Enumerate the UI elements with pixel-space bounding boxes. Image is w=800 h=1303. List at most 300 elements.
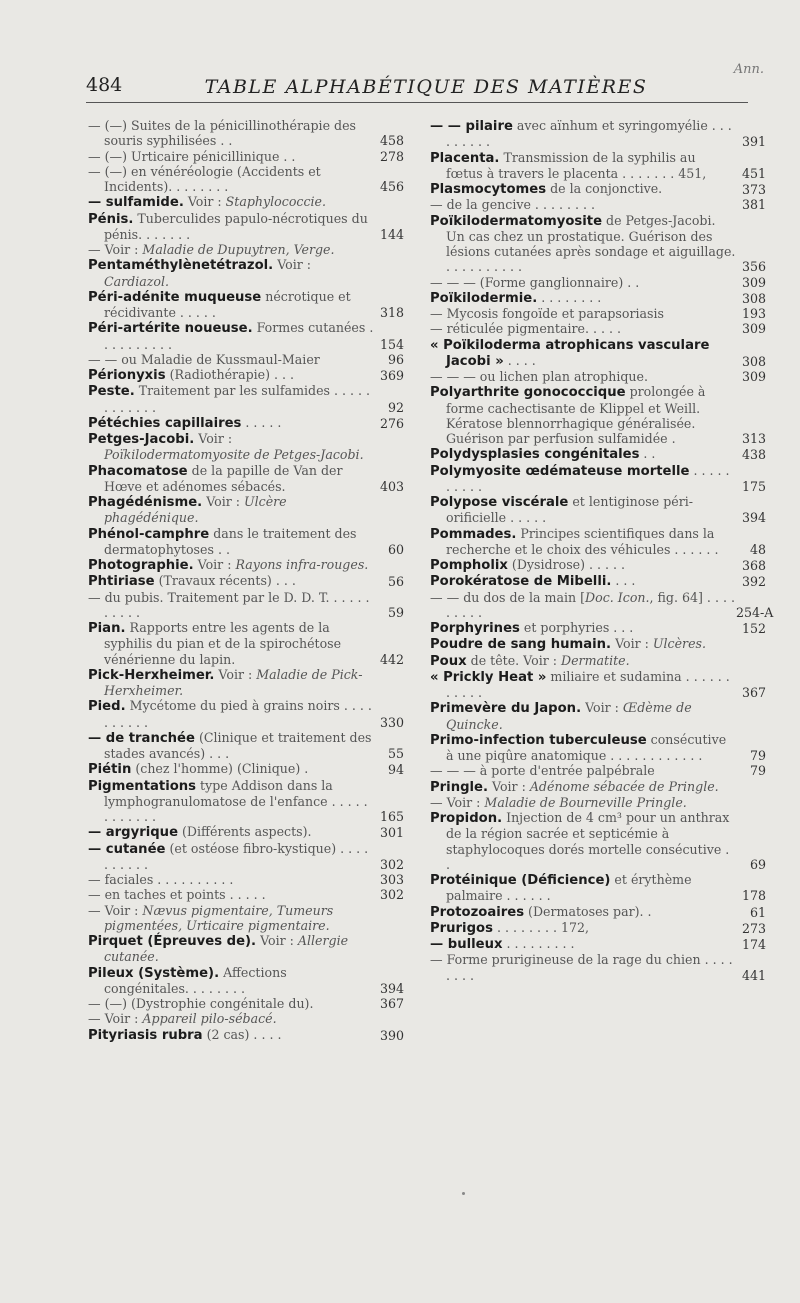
entry-text [88, 289, 374, 321]
entry-description: dans le traitement des dermatophytoses . . [104, 525, 357, 557]
entry-headword: Protozoaires [430, 904, 525, 920]
index-entry [88, 383, 404, 415]
entry-text [88, 730, 374, 762]
index-entry [88, 824, 404, 840]
page-number: 484 [86, 74, 123, 96]
entry-page-number: 144 [379, 226, 404, 242]
entry-description: — (—) Urticaire pénicillinique . . [88, 148, 296, 164]
entry-cross-reference: Cardiazol. [104, 273, 170, 289]
entry-page-number: 79 [749, 748, 766, 763]
index-entry [88, 194, 404, 210]
entry-description: Affections congénitales. . . . . . . . [104, 964, 287, 996]
entry-description: Voir : [256, 933, 298, 948]
entry-headword: — cutanée [88, 841, 166, 857]
entry-description: (et ostéose fibro-kystique) . . . . . . . . . . [104, 840, 369, 872]
entry-description: et lentiginose péri-orificielle . . . . . [446, 494, 694, 526]
index-entry [88, 887, 404, 902]
entry-headword: Poudre de sang humain. [430, 637, 612, 653]
entry-description: consécutive à une piqûre anatomique . . . . . . . . . . . . [446, 731, 727, 763]
entry-text [88, 211, 374, 243]
entry-text [430, 936, 736, 952]
index-entry [88, 1011, 404, 1026]
index-entry [430, 936, 766, 952]
entry-page-number: 308 [741, 290, 766, 306]
entry-description: — (—) (Dystrophie congénitale du). [88, 996, 314, 1011]
index-column-left [88, 118, 404, 1043]
index-entry [430, 306, 766, 321]
entry-description: (2 cas) . . . . [202, 1026, 282, 1042]
index-entry [430, 732, 766, 764]
entry-text [88, 872, 374, 887]
index-entry [430, 810, 766, 872]
entry-headword: Polyarthrite gonococcique [430, 385, 626, 401]
entry-page-number: 308 [741, 353, 766, 369]
index-entry [88, 257, 404, 289]
entry-headword: — de tranchée [88, 730, 195, 746]
entry-description: — Forme prurigineuse de la rage du chien . . . . . . . . [430, 952, 733, 983]
entry-description: Voir : [581, 700, 623, 716]
index-entry [88, 415, 404, 431]
entry-text [430, 573, 736, 589]
entry-page-number: 92 [387, 399, 404, 415]
index-entry [88, 164, 404, 195]
entry-text [88, 887, 374, 902]
entry-headword: Propidon. [430, 811, 503, 826]
entry-description: (Radiothérapie) . . . [165, 367, 295, 382]
entry-page-number: 456 [379, 179, 404, 194]
entry-description: de tête. Voir : [466, 652, 561, 668]
entry-page-number: 59 [387, 604, 404, 620]
index-entry [430, 904, 766, 920]
index-entry [88, 463, 404, 495]
entry-text [430, 700, 736, 732]
entry-description: de Petges-Jacobi. Un cas chez un prostatique. Guérison des lésions cutanées après sondage et aiguillage. . . . . . . . . . . [446, 212, 736, 275]
index-entry [430, 213, 766, 275]
entry-cross-reference: Adénome sébacée de Pringle. [529, 778, 719, 794]
entry-text [88, 667, 374, 699]
entry-headword: Pompholix [430, 558, 508, 573]
entry-text [430, 872, 736, 904]
entry-text [88, 257, 374, 289]
entry-description: (Clinique et traitement des stades avancés) . . . [104, 729, 372, 761]
entry-headword: Polypose viscérale [430, 495, 569, 510]
entry-headword: Périonyxis [88, 368, 166, 383]
corner-note: Ann. [733, 62, 764, 77]
entry-description: Voir : [194, 431, 233, 446]
entry-headword: Pringle. [430, 779, 488, 795]
entry-page-number: 302 [379, 856, 404, 872]
entry-page-number: 165 [379, 809, 404, 824]
entry-page-number: 56 [387, 574, 404, 590]
entry-description: — Mycosis fongoïde et parapsoriasis [430, 306, 664, 321]
entry-text [88, 903, 374, 934]
entry-page-number: 96 [387, 351, 404, 367]
entry-page-number: 55 [387, 746, 404, 761]
entry-page-number: 403 [379, 478, 404, 494]
entry-description: (chez l'homme) (Clinique) . [131, 761, 309, 777]
index-entry [88, 367, 404, 383]
entry-description: Rapports entre les agents de la syphilis du pian et de la spirochétose vénérienne du lapin. [104, 620, 342, 667]
entry-text [430, 290, 736, 306]
index-entry [88, 933, 404, 965]
entry-description: Transmission de la syphilis au fœtus à travers le placenta . . . . . . . 451, [446, 149, 707, 181]
index-entry [430, 669, 766, 701]
entry-headword: Primo-infection tuberculeuse [430, 732, 647, 748]
index-entry [88, 1027, 404, 1043]
entry-text [430, 197, 736, 212]
entry-headword: Polydysplasies congénitales [430, 447, 640, 463]
index-entry [430, 636, 766, 652]
entry-text [430, 526, 736, 558]
index-entry [430, 920, 766, 936]
entry-text [88, 242, 374, 257]
entry-page-number: 451 [741, 165, 766, 181]
entry-description: — Voir : [88, 1011, 143, 1027]
entry-text [430, 557, 736, 573]
entry-description: de la papille de Van der Hœve et adénomes sébacés. [104, 462, 343, 494]
entry-text [430, 463, 736, 495]
index-entry [430, 181, 766, 197]
index-entry [430, 337, 766, 370]
entry-description: Voir : [202, 494, 245, 509]
entry-description: . . . . . . . . [537, 289, 602, 305]
index-entry [430, 589, 774, 621]
entry-page-number: 48 [749, 541, 766, 557]
entry-text [88, 620, 374, 667]
entry-description: — — — ou lichen plan atrophique. [430, 369, 648, 384]
entry-text [430, 590, 736, 621]
entry-page-number: 309 [741, 369, 766, 384]
entry-text [88, 778, 374, 825]
index-entry [430, 290, 766, 306]
entry-headword: Péri-adénite muqueuse [88, 289, 262, 305]
entry-headword: Pirquet (Épreuves de). [88, 934, 257, 949]
index-entry [430, 653, 766, 669]
entry-description: avec aïnhum et syringomyélie . . . . . . . . . [446, 118, 732, 150]
entry-headword: Piétin [88, 762, 132, 778]
entry-description: Tuberculides papulo-nécrotiques du pénis. . . . . . . [104, 210, 368, 242]
entry-page-number: 318 [379, 305, 404, 320]
entry-text [430, 795, 736, 810]
entry-headword: Pileux (Système). [88, 965, 220, 981]
entry-description: Voir : [193, 557, 236, 572]
entry-headword: Polymyosite œdémateuse mortelle [430, 463, 690, 479]
entry-headword: Phtiriase [88, 574, 155, 590]
entry-description: de la conjonctive. [546, 181, 663, 196]
entry-headword: Phénol-camphre [88, 526, 210, 542]
entry-page-number: 303 [379, 872, 404, 887]
entry-cross-reference: Maladie de Pick-Herxheimer. [104, 666, 363, 698]
entry-description: Traitement par les sulfamides . . . . . . . . . . . . [104, 383, 371, 415]
entry-text [88, 824, 374, 840]
entry-description: (Dysidrose) . . . . . [507, 557, 626, 572]
entry-headword: Prurigos [430, 920, 493, 936]
entry-headword: Poïkilodermie. [430, 290, 538, 306]
entry-description: . . . . . [241, 414, 282, 430]
index-entry [88, 778, 404, 825]
entry-headword: — sulfamide. [88, 195, 184, 211]
index-entry [88, 730, 404, 762]
entry-description: Voir : [183, 194, 226, 210]
index-entry [88, 996, 404, 1011]
entry-text [88, 463, 374, 495]
index-entry [430, 369, 766, 384]
entry-description: Principes scientifiques dans la recherche et le choix des véhicules . . . . . . [446, 525, 719, 557]
index-entry [430, 384, 766, 446]
entry-description: — Voir : [88, 902, 143, 918]
entry-description: nécrotique et récidivante . . . . . [104, 288, 351, 320]
entry-page-number: 69 [749, 856, 766, 872]
entry-cross-reference: Dermatite. [561, 652, 630, 668]
entry-description: — faciales . . . . . . . . . . [88, 872, 234, 887]
index-entry [430, 275, 766, 290]
header-rule [86, 102, 748, 103]
entry-description: — — — (Forme ganglionnaire) . . [430, 274, 640, 290]
entry-page-number: 301 [379, 825, 404, 841]
entry-description: — réticulée pigmentaire. . . . . [430, 321, 622, 337]
index-entry [430, 779, 766, 795]
entry-headword: Phagédénisme. [88, 495, 203, 510]
entry-page-number: 254-A [736, 604, 774, 620]
entry-headword: Péri-artérite noueuse. [88, 321, 253, 337]
entry-cross-reference: Staphylococcie. [225, 194, 326, 210]
entry-description: — du pubis. Traitement par le D. D. T. . . . . . . . . . . [88, 589, 370, 620]
entry-text [430, 118, 736, 150]
entry-text [88, 194, 374, 210]
entry-page-number: 369 [379, 368, 404, 383]
entry-description: — (—) en vénéréologie (Accidents et Incidents). . . . . . . . [88, 163, 321, 194]
entry-description: . . . . . . . . . . [446, 462, 730, 494]
entry-headword: Porphyrines [430, 621, 520, 636]
entry-text [88, 996, 374, 1011]
entry-text [88, 415, 374, 431]
entry-page-number: 390 [379, 1027, 404, 1043]
entry-text [88, 149, 374, 164]
index-entry [430, 795, 766, 810]
entry-text [88, 320, 374, 352]
entry-headword: — argyrique [88, 825, 179, 841]
entry-page-number: 392 [741, 574, 766, 590]
ink-speck [462, 1192, 465, 1195]
index-entry [430, 952, 766, 983]
entry-cross-reference: Nævus pigmentaire, Tumeurs pigmentées, Urticaire pigmentaire. [104, 902, 334, 933]
index-entry [88, 698, 404, 730]
entry-headword: « Prickly Heat » [430, 669, 547, 685]
entry-description: — en taches et points . . . . . [88, 887, 266, 903]
entry-page-number: 175 [741, 478, 766, 494]
index-entry [88, 965, 404, 997]
index-entry [88, 590, 404, 621]
entry-page-number: 278 [379, 148, 404, 164]
entry-description: . . [639, 446, 656, 462]
entry-page-number: 458 [379, 133, 404, 149]
entry-headword: Pick-Herxheimer. [88, 667, 215, 683]
index-entry [430, 700, 766, 732]
entry-text [88, 573, 374, 589]
entry-text [88, 1027, 374, 1043]
entry-description: Voir : [214, 666, 257, 682]
entry-description: . . . [611, 573, 636, 589]
entry-page-number: 438 [741, 447, 766, 463]
index-entry [430, 620, 766, 636]
index-entry [88, 352, 404, 367]
entry-description: — — ou Maladie de Kussmaul-Maier [88, 351, 320, 367]
index-entry [88, 761, 404, 777]
entry-text [430, 181, 736, 197]
index-entry [430, 197, 766, 212]
entry-text [430, 306, 736, 321]
entry-text [88, 761, 374, 777]
entry-page-number: 273 [741, 920, 766, 936]
index-entry [88, 118, 404, 149]
index-entry [88, 242, 404, 257]
entry-page-number: 368 [741, 558, 766, 573]
entry-page-number: 302 [379, 887, 404, 903]
entry-description: — Voir : [88, 242, 143, 257]
entry-page-number: 276 [379, 415, 404, 431]
entry-description: et porphyries . . . [519, 620, 634, 635]
entry-headword: Poïkilodermatomyosite [430, 213, 603, 229]
entry-page-number: 79 [749, 763, 766, 779]
index-entry [88, 903, 404, 934]
entry-headword: Pigmentations [88, 778, 197, 794]
entry-headword: Pied. [88, 699, 126, 715]
entry-cross-reference: Maladie de Dupuytren, Verge. [142, 242, 335, 257]
entry-description: — Voir : [430, 794, 485, 810]
entry-page-number: 394 [741, 510, 766, 526]
entry-description: Injection de 4 cm³ pour un anthrax de la région sacrée et septicémie à staphylocoques dorés mortelle consécutive . . [446, 810, 730, 872]
entry-description: . . . . [503, 352, 536, 368]
entry-text [430, 369, 736, 384]
entry-page-number: 356 [741, 259, 766, 275]
entry-page-number: 373 [741, 182, 766, 197]
entry-text [430, 337, 736, 370]
entry-cross-reference: Ulcères. [652, 636, 706, 652]
entry-cross-reference: Poïkilodermatomyosite de Petges-Jacobi. [104, 447, 364, 463]
index-entry [88, 320, 404, 352]
entry-description: . . . . . . . . 172, [492, 919, 590, 935]
entry-text [430, 494, 736, 526]
entry-text [88, 431, 374, 463]
entry-text [430, 669, 736, 701]
entry-description: miliaire et sudamina . . . . . . . . . . . [446, 668, 730, 700]
index-column-right [430, 118, 774, 983]
index-entry [88, 211, 404, 243]
entry-headword: Photographie. [88, 558, 194, 573]
entry-page-number: 94 [387, 762, 404, 778]
entry-text [88, 841, 374, 873]
entry-page-number: 394 [379, 980, 404, 996]
entry-headword: Pityriasis rubra [88, 1027, 203, 1043]
index-entry [430, 763, 766, 778]
entry-cross-reference: Rayons infra-rouges. [235, 557, 369, 572]
index-entry [430, 573, 766, 589]
entry-text [88, 352, 374, 367]
entry-text [430, 653, 736, 669]
entry-page-number: 61 [749, 904, 766, 920]
index-entry [88, 431, 404, 463]
index-entry [430, 494, 766, 526]
entry-text [430, 150, 736, 182]
entry-page-number: 367 [741, 685, 766, 700]
entry-headword: Peste. [88, 384, 135, 400]
entry-text [430, 321, 736, 336]
entry-description-tail: , fig. 64] . . . . . . . . . [446, 589, 735, 620]
entry-headword: — bulleux [430, 937, 503, 952]
entry-page-number: 178 [741, 888, 766, 904]
entry-text [430, 763, 736, 778]
index-entry [88, 494, 404, 526]
entry-headword: Pétéchies capillaires [88, 415, 242, 431]
entry-description: Voir : [488, 778, 530, 794]
entry-headword: — — pilaire [430, 119, 513, 134]
entry-headword: Petges-Jacobi. [88, 432, 195, 447]
index-entry [88, 620, 404, 667]
entry-description: Voir : [273, 257, 312, 273]
entry-cross-reference: Allergie cutanée. [104, 933, 349, 965]
index-entry [88, 667, 404, 699]
entry-headword: Pian. [88, 621, 126, 636]
entry-headword: Porokératose de Mibelli. [430, 574, 612, 590]
entry-text [88, 557, 374, 573]
entry-text [430, 920, 736, 936]
entry-page-number: 152 [741, 621, 766, 636]
entry-description: prolongée à forme cachectisante de Klippel et Weill. Kératose blennorrhagique généralisée. Guérison par perfusion sulfamidée . [446, 384, 706, 446]
entry-cross-reference: Maladie de Bourneville Pringle. [484, 794, 687, 810]
running-title: TABLE ALPHABÉTIQUE DES MATIÈRES [204, 76, 648, 98]
entry-description: type Addison dans la lymphogranulomatose de l'enfance . . . . . . . . . . . . [104, 777, 368, 824]
entry-text [430, 446, 736, 462]
index-entry [88, 526, 404, 558]
entry-description: — (—) Suites de la pénicillinothérapie des souris syphilisées . . [88, 118, 357, 149]
entry-text [430, 904, 736, 920]
entry-text [88, 118, 374, 149]
entry-text [88, 590, 374, 621]
entry-page-number: 309 [741, 321, 766, 337]
entry-page-number: 391 [741, 134, 766, 150]
entry-text [88, 933, 374, 965]
entry-headword: Plasmocytomes [430, 182, 547, 197]
entry-headword: Placenta. [430, 150, 500, 166]
entry-text [430, 810, 736, 872]
entry-cross-reference: Appareil pilo-sébacé. [142, 1011, 277, 1027]
index-entry [88, 557, 404, 573]
entry-page-number: 309 [741, 274, 766, 290]
entry-headword: Primevère du Japon. [430, 701, 582, 717]
entry-description: — — — à porte d'entrée palpébrale [430, 763, 655, 779]
entry-headword: Pentaméthylènetétrazol. [88, 258, 274, 274]
index-entry [430, 463, 766, 495]
entry-text [430, 213, 736, 275]
entry-page-number: 367 [379, 996, 404, 1011]
entry-description: (Différents aspects). [178, 824, 312, 840]
index-entry [430, 872, 766, 904]
entry-text [430, 384, 736, 446]
entry-page-number: 313 [741, 431, 766, 446]
index-entry [430, 150, 766, 182]
entry-description: . . . . . . . . . [502, 936, 575, 951]
entry-headword: Phacomatose [88, 463, 188, 479]
entry-description: (Dermatoses par). . [524, 903, 652, 919]
entry-text [430, 620, 736, 636]
entry-page-number: 193 [741, 306, 766, 321]
index-entry [430, 118, 766, 150]
entry-cross-reference: Œdème de Quincke. [446, 700, 692, 732]
entry-text [430, 732, 736, 764]
entry-description: — de la gencive . . . . . . . . [430, 197, 595, 213]
index-entry [430, 557, 766, 573]
entry-headword: Pommades. [430, 526, 517, 542]
